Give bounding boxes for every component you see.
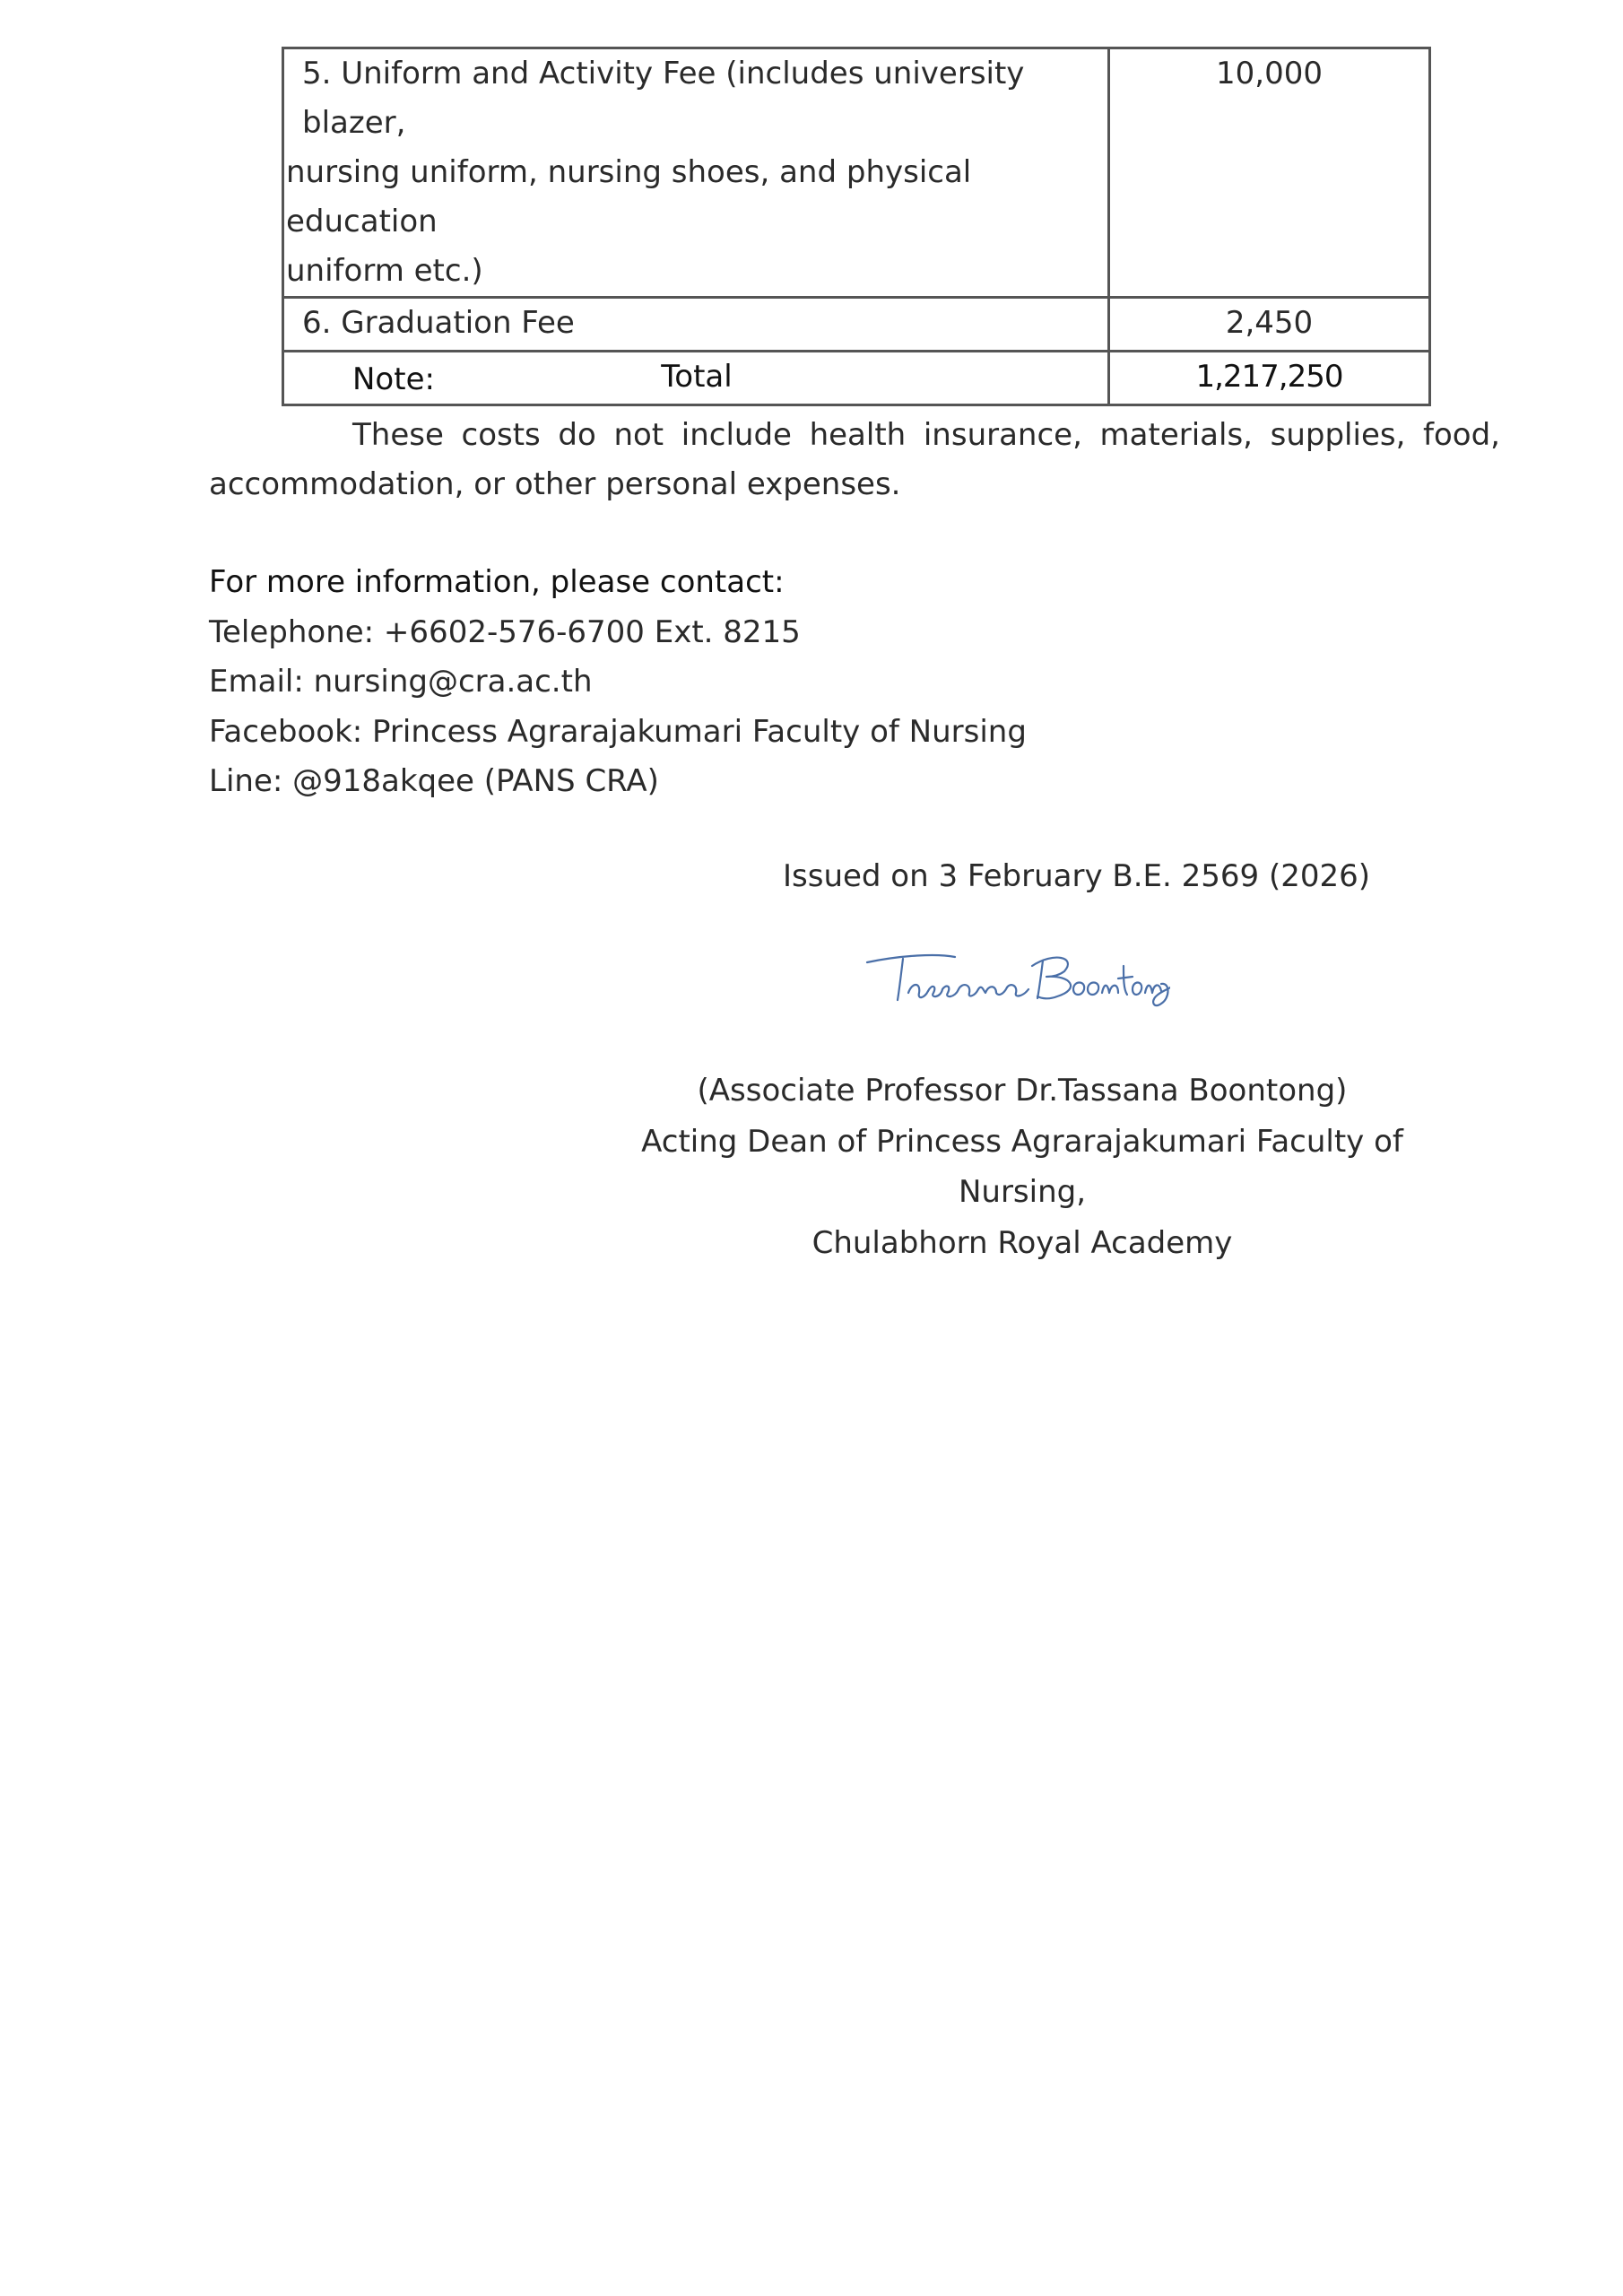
fee-item-line: 5. Uniform and Activity Fee (includes university blazer, [302, 56, 1025, 141]
signatory-title-line1: Acting Dean of Princess Agrarajakumari Faculty of Nursing, [641, 1123, 1403, 1210]
fee-item-cell [283, 48, 1109, 298]
contact-line: Line: @918akqee (PANS CRA) [209, 763, 659, 799]
fee-table [282, 47, 1431, 406]
fee-amount-cell: 10,000 [1109, 48, 1430, 298]
total-label: Total [283, 352, 1109, 405]
note-body [209, 411, 1500, 509]
signature-image [865, 946, 1170, 1018]
contact-block [209, 558, 1027, 807]
note-heading: Note: [352, 361, 435, 397]
table-row [283, 48, 1430, 298]
contact-heading: For more information, please contact: [209, 564, 785, 600]
issued-date: Issued on 3 February B.E. 2569 (2026) [783, 858, 1370, 894]
signatory-title-line2: Chulabhorn Royal Academy [812, 1224, 1233, 1261]
total-amount: 1,217,250 [1109, 352, 1430, 405]
contact-email: Email: nursing@cra.ac.th [209, 664, 593, 700]
fee-item-line: nursing uniform, nursing shoes, and physical education [286, 154, 972, 239]
signatory-block [574, 1065, 1471, 1268]
fee-amount-cell: 2,450 [1109, 298, 1430, 352]
total-row [283, 352, 1430, 405]
contact-facebook: Facebook: Princess Agrarajakumari Faculty of Nursing [209, 713, 1027, 750]
table-row [283, 298, 1430, 352]
contact-telephone: Telephone: +6602-576-6700 Ext. 8215 [209, 613, 801, 650]
signatory-name: (Associate Professor Dr.Tassana Boontong) [697, 1073, 1348, 1109]
fee-item-line: uniform etc.) [286, 253, 483, 289]
note-text: These costs do not include health insurance, materials, supplies, food, accommodation, or other personal expenses. [209, 417, 1500, 502]
fee-item-cell: 6. Graduation Fee [283, 298, 1109, 352]
